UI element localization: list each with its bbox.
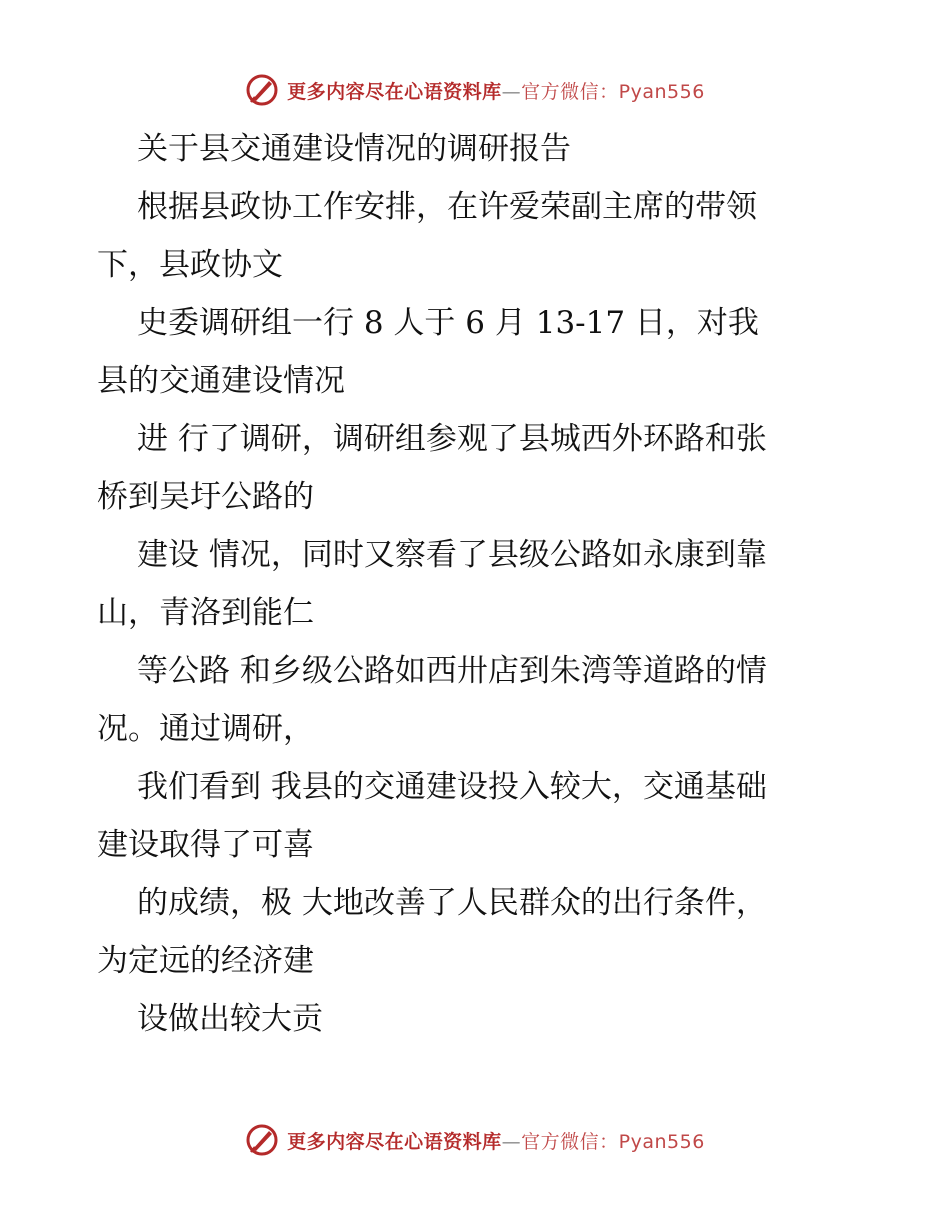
text-line: 根据县政协工作安排，在许爱荣副主席的带领 — [137, 189, 757, 225]
banner-contact: 官方微信：Pyan556 — [521, 80, 705, 103]
text-line: 等公路 和乡级公路如西卅店到朱湾等道路的情 — [137, 653, 767, 689]
text-line: 我们看到 我县的交通建设投入较大，交通基础 — [137, 769, 767, 805]
text-line: 下，县政协文 — [97, 247, 283, 283]
text-line: 况。通过调研， — [97, 711, 314, 747]
text-line: 桥到吴圩公路的 — [97, 479, 314, 515]
banner-contact: 官方微信：Pyan556 — [521, 1130, 705, 1153]
header-banner — [0, 70, 950, 110]
document-body — [97, 120, 837, 1048]
banner-brand: 更多内容尽在心语资料库 — [287, 80, 502, 103]
text-line: 建设取得了可喜 — [97, 827, 314, 863]
banner-separator: — — [501, 1130, 522, 1153]
document-title: 关于县交通建设情况的调研报告 — [137, 131, 571, 167]
banner-separator: — — [501, 80, 522, 103]
banner-text — [287, 77, 705, 104]
footer-banner — [0, 1120, 950, 1160]
text-line: 史委调研组一行 8 人于 6 月 13-17 日，对我 — [137, 305, 759, 341]
text-line: 设做出较大贡 — [137, 1001, 323, 1037]
quill-logo-icon — [245, 1123, 279, 1157]
text-line: 县的交通建设情况 — [97, 363, 345, 399]
banner-text — [287, 1127, 705, 1154]
text-line: 建设 情况，同时又察看了县级公路如永康到靠 — [137, 537, 767, 573]
text-line: 进 行了调研，调研组参观了县城西外环路和张 — [137, 421, 767, 457]
text-line: 的成绩，极 大地改善了人民群众的出行条件， — [137, 885, 767, 921]
text-line: 为定远的经济建 — [97, 943, 314, 979]
quill-logo-icon — [245, 73, 279, 107]
banner-brand: 更多内容尽在心语资料库 — [287, 1130, 502, 1153]
text-line: 山，青洛到能仁 — [97, 595, 314, 631]
